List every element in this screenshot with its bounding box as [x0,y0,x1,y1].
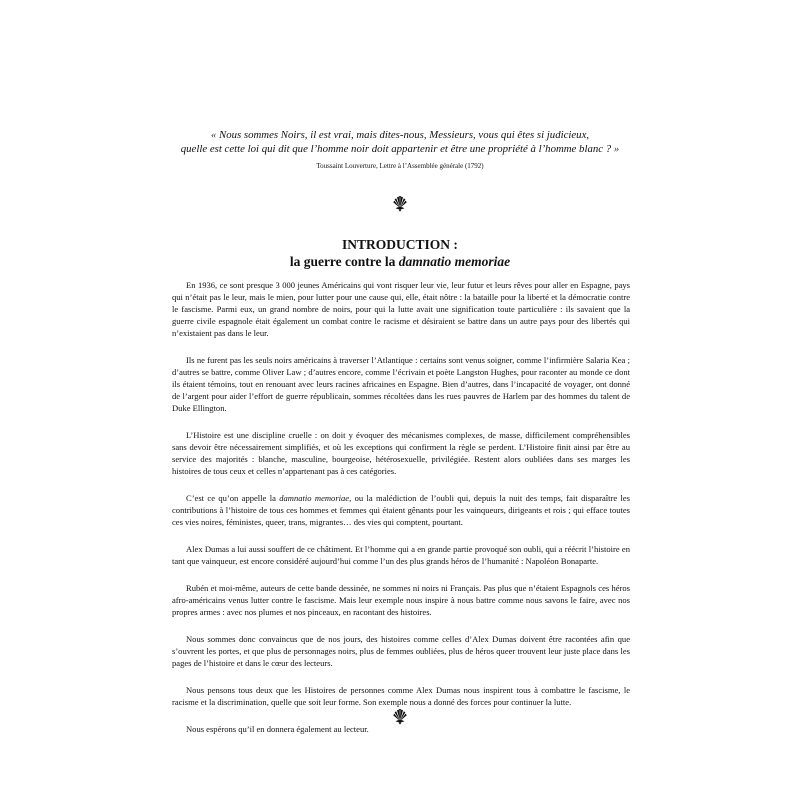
paragraph-1: En 1936, ce sont presque 3 000 jeunes Américains qui vont risquer leur vie, leur futur et leurs rêves pour aller en Espagne, pays qui n’était pas le leur, mais le mien, pour lutter pour une cause qui, elle, était nôtre : la bataille pour la liberté et la démocratie contre le fascisme. Parmi eux, un grand nombre de noirs, pour qui la lutte avait une signification toute particulière : ils savaient que la guerre civile espagnole était également un combat contre le racisme et désiraient se battre dans un autre pays pour des libertés qui n’existaient pas dans le leur. [172,280,630,338]
paragraph-4-prefix: C’est ce qu’on appelle la [186,493,280,503]
paragraph-6: Rubén et moi-même, auteurs de cette bande dessinée, ne sommes ni noirs ni Français. Pas plus que n’étaient Espagnols ces héros afro-américains venus lutter contre le fascisme. Mais leur exemple nous inspire à nous battre comme nous savons le faire, avec nos propres armes : avec nos plumes et nos pinceaux, en racontant des histoires. [172,583,630,617]
paragraph-2: Ils ne furent pas les seuls noirs américains à traverser l’Atlantique : certains sont venus soigner, comme l’infirmière Salaria Kea ; d’autres se battre, comme Oliver Law ; d’autres encore, comme l’écrivain et poète Langston Hughes, pour raconter au monde ce dont ils étaient témoins, tout en renouant avec leurs racines africaines en Espagne. Bien d’autres, dans l’incapacité de voyager, ont donné de l’argent pour aider l’effort de guerre républicain, sommes récoltées dans les rues pauvres de Harlem par des hommes du talent de Duke Ellington. [172,355,630,413]
paragraph-8: Nous pensons tous deux que les Histoires de personnes comme Alex Dumas nous inspirent tous à combattre le fascisme, le racisme et la discrimination, quelle que soit leur forme. Son exemple nous a donné des forces pour continuer la lutte. [172,685,630,707]
paragraph-5: Alex Dumas a lui aussi souffert de ce châtiment. Et l’homme qui a en grande partie provoqué son oubli, qui a réécrit l’histoire en tant que vainqueur, est encore considéré aujourd’hui comme l’un des plus grands héros de l’humanité : Napoléon Bonaparte. [172,544,630,566]
title-line-2-prefix: la guerre contre la [289,254,399,269]
title-line-2 [200,253,600,270]
shell-fleuron-icon [390,193,410,213]
body-text [172,279,630,750]
title-line-2-emphasis: damnatio memoriae [398,254,511,269]
paragraph-9: Nous espérons qu’il en donnera également au lecteur. [186,724,369,734]
title-line-1: INTRODUCTION : [342,237,458,252]
paragraph-3: L’Histoire est une discipline cruelle : on doit y évoquer des mécanismes complexes, de masse, difficilement compréhensibles sans devoir être nécessairement simplifiés, et où les exceptions qui confirment la règle se perdent. L’Histoire finit ainsi par être au service des majorités : blanche, masculine, bourgeoise, hétérosexuelle, privilégiée. Restent alors oubliées dans ses marges les histoires de tous ceux et celles n’appartenant pas à ces catégories. [172,430,630,476]
paragraph-7: Nous sommes donc convaincus que de nos jours, des histoires comme celles d’Alex Dumas doivent être racontées afin que s’ouvrent les portes, et que plus de personnages noirs, plus de femmes oubliées, plus de héros queer trouvent leur juste place dans les pages de l’histoire et dans le cœur des lecteurs. [172,634,630,668]
epigraph-quote-line-1: « Nous sommes Noirs, il est vrai, mais dites-nous, Messieurs, vous qui êtes si judicieux, [210,129,590,141]
epigraph-source: Toussaint Louverture, Lettre à l’Assemblée générale (1792) [316,162,484,170]
shell-fleuron-icon [390,706,410,726]
chapter-title [200,236,600,270]
paragraph-4-suffix: , ou la malédiction de l’oubli qui, depuis la nuit des temps, fait disparaître les contributions à l’histoire de tous ces hommes et femmes qui étaient gênants pour les vainqueurs, dirigeants et rois ; qui efface toutes ces vies noires, féministes, queer, trans, migrantes… des vies qui comptent, pourtant. [172,493,630,527]
epigraph [170,128,630,171]
epigraph-quote [170,128,630,156]
epigraph-quote-line-2: quelle est cette loi qui dit que l’homme noir doit appartenir et être une propriété à l’homme blanc ? » [180,143,620,155]
paragraph-4-emphasis: damnatio memoriae [279,493,350,503]
paragraph-4 [172,492,630,528]
